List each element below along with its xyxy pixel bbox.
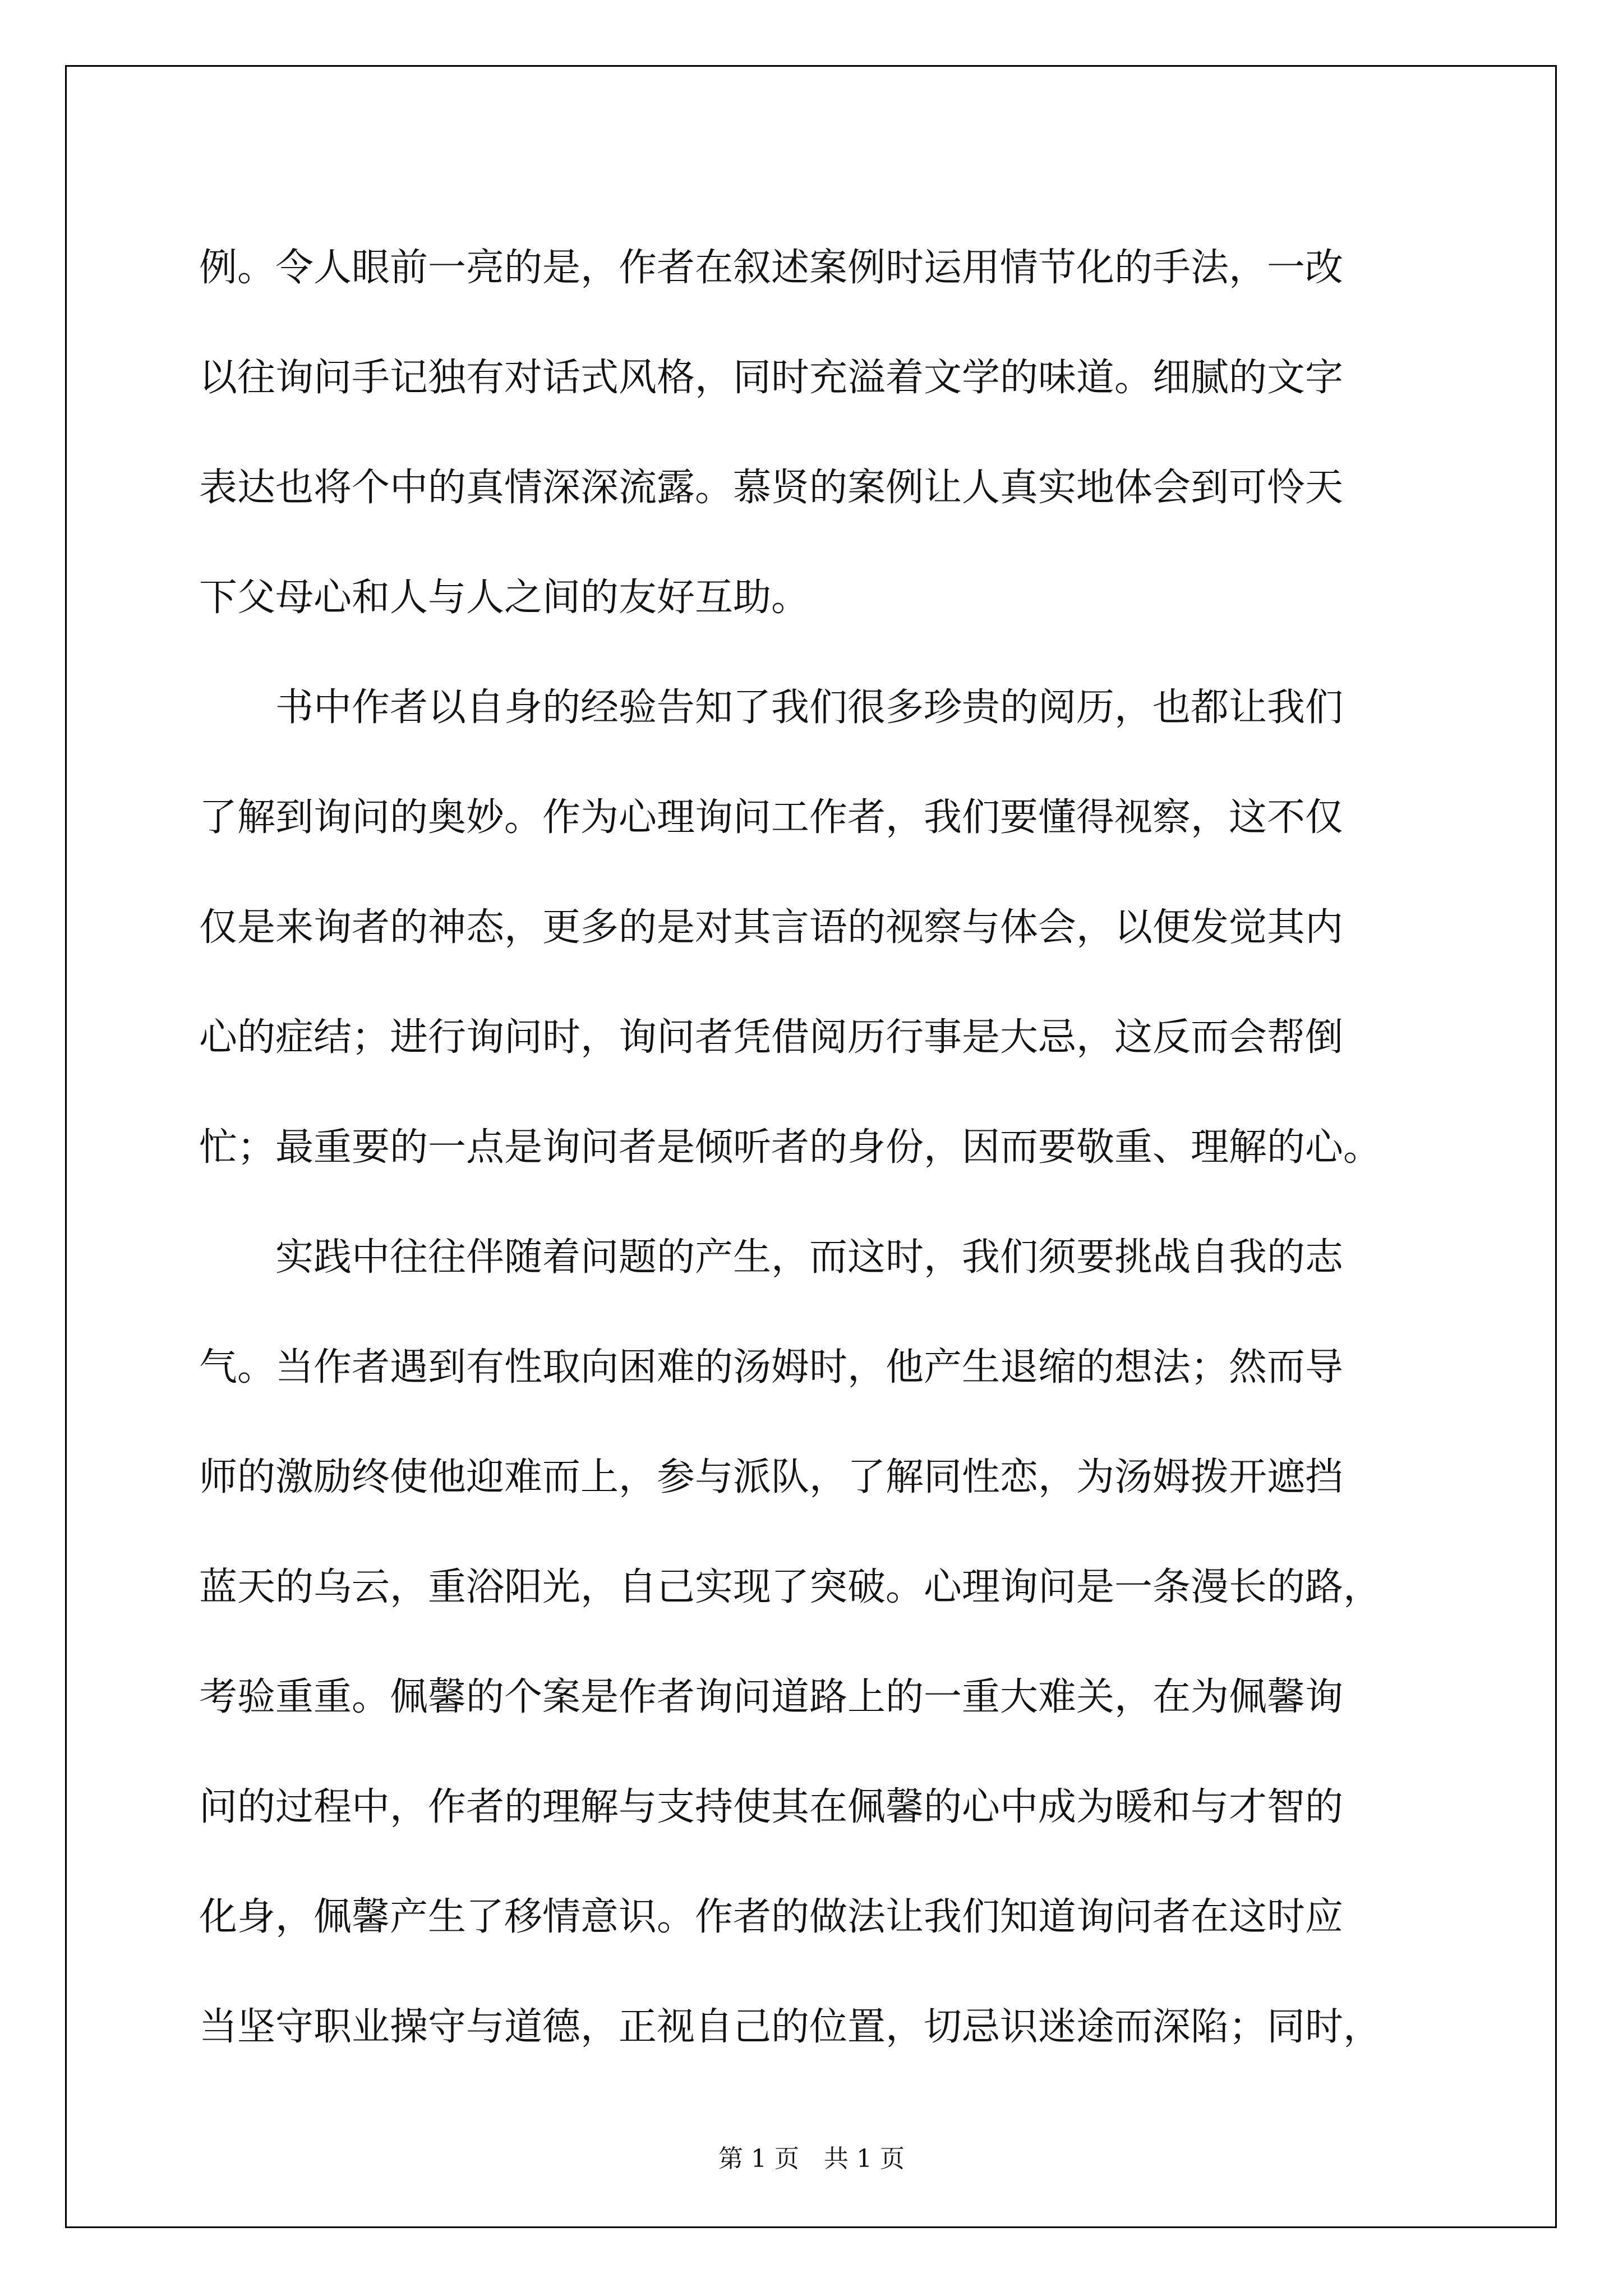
text-line: 当坚守职业操守与道德，正视自己的位置，切忌识迷途而深陷；同时， [199, 2005, 1382, 2049]
page-footer: 第 1 页 共 1 页 [718, 2145, 905, 2173]
text-line: 蓝天的乌云，重浴阳光，自己实现了突破。心理询问是一条漫长的路， [199, 1565, 1382, 1609]
text-line: 师的激励终使他迎难而上，参与派队，了解同性恋，为汤姆拨开遮挡 [199, 1455, 1344, 1499]
text-line: 心的症结；进行询问时，询问者凭借阅历行事是大忌，这反而会帮倒 [199, 1015, 1344, 1060]
text-line: 考验重重。佩馨的个案是作者询问道路上的一重大难关，在为佩馨询 [199, 1675, 1344, 1719]
text-line: 例。令人眼前一亮的是，作者在叙述案例时运用情节化的手法，一改 [199, 246, 1344, 290]
text-line: 书中作者以自身的经验告知了我们很多珍贵的阅历，也都让我们 [275, 685, 1344, 730]
text-line: 下父母心和人与人之间的友好互助。 [199, 576, 810, 620]
text-line: 表达也将个中的真情深深流露。慕贤的案例让人真实地体会到可怜天 [199, 466, 1344, 510]
text-line: 气。当作者遇到有性取向困难的汤姆时，他产生退缩的想法；然而导 [199, 1345, 1344, 1389]
document-body [199, 213, 1433, 2082]
text-line: 化身，佩馨产生了移情意识。作者的做法让我们知道询问者在这时应 [199, 1895, 1344, 1939]
text-line: 了解到询问的奥妙。作为心理询问工作者，我们要懂得视察，这不仅 [199, 795, 1344, 840]
text-line: 以往询问手记独有对话式风格，同时充溢着文学的味道。细腻的文字 [199, 356, 1344, 400]
text-line: 问的过程中，作者的理解与支持使其在佩馨的心中成为暖和与才智的 [199, 1785, 1344, 1829]
text-line: 忙；最重要的一点是询问者是倾听者的身份，因而要敬重、理解的心。 [199, 1125, 1382, 1170]
text-line: 实践中往往伴随着问题的产生，而这时，我们须要挑战自我的志 [275, 1235, 1344, 1280]
text-line: 仅是来询者的神态，更多的是对其言语的视察与体会，以便发觉其内 [199, 905, 1344, 950]
